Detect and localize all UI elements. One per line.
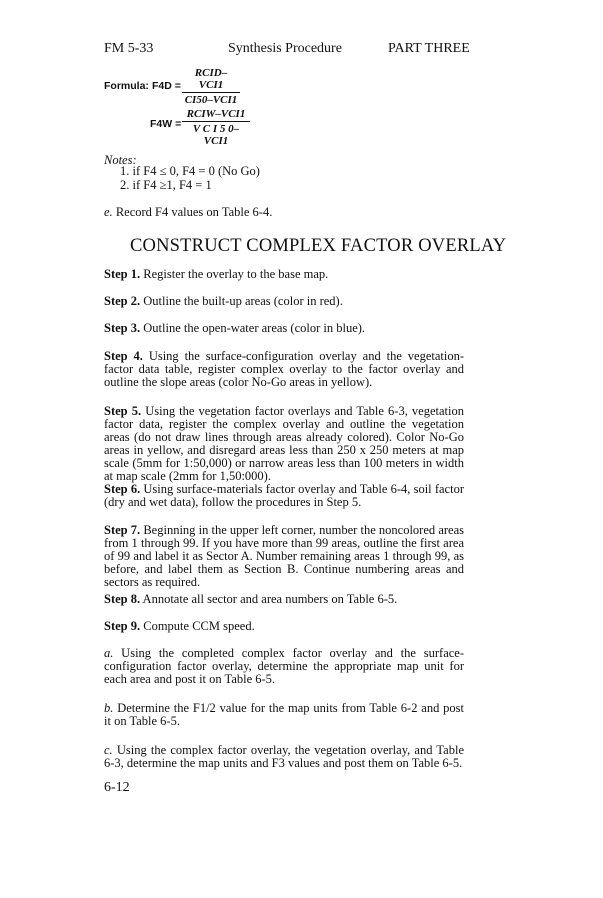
header-part: PART THREE (388, 41, 470, 56)
f4w-denominator: V C I 5 0–VCI1 (192, 123, 240, 147)
formula-label: Formula: (104, 80, 149, 92)
step-text: Using the surface-configuration overlay and the vegetation-factor data table, register complex overlay to the factor overlay and outline the slope areas (color No-Go areas in yellow). (104, 349, 464, 389)
step-text: Using surface-materials factor overlay and Table 6-4, soil factor (dry and wet data), follow the procedures in Step 5. (104, 482, 464, 509)
paragraph-e (104, 205, 272, 220)
step-text: Register the overlay to the base map. (140, 267, 329, 281)
step-label: Step 9. (104, 619, 141, 633)
step-5 (104, 405, 464, 483)
step-text: Annotate all sector and area numbers on Table 6-5. (140, 592, 398, 606)
step-3 (104, 322, 464, 335)
f4d-label: F4D = (152, 80, 181, 92)
header-manual-number: FM 5-33 (104, 41, 154, 56)
step-8 (104, 593, 464, 606)
substep-letter: b. (104, 701, 114, 715)
header-chapter-title: Synthesis Procedure (228, 41, 342, 56)
step-text: Compute CCM speed. (140, 619, 255, 633)
step-label: Step 6. (104, 482, 141, 496)
step-4 (104, 350, 464, 389)
substep-b (104, 702, 464, 728)
step-label: Step 8. (104, 592, 141, 606)
step-6 (104, 483, 464, 509)
substep-text: Using the completed complex factor overlay and the surface-configuration factor overlay, determine the appropriate map unit for each area and post it on Table 6-5. (104, 646, 464, 686)
substep-c (104, 744, 464, 770)
substep-letter: c. (104, 743, 113, 757)
page-number: 6-12 (104, 780, 130, 795)
note-item: 2. if F4 ≥1, F4 = 1 (120, 178, 212, 192)
step-1 (104, 268, 464, 281)
step-label: Step 4. (104, 349, 143, 363)
step-label: Step 7. (104, 523, 141, 537)
f4w-fraction (182, 108, 250, 147)
step-7 (104, 524, 464, 589)
step-text: Using the vegetation factor overlays and Table 6-3, vegetation factor data, register the complex overlay and outline the vegetation areas (do not draw lines through areas already colored). Color No-Go areas in yellow, and disregard areas less than 250 x 250 meters at map scale (5mm for 1:50,000) or narrow areas less than 100 meters in width at map scale (2mm for 1,50:000). (104, 404, 464, 483)
step-label: Step 1. (104, 267, 141, 281)
step-label: Step 3. (104, 321, 141, 335)
paragraph-e-text: Record F4 values on Table 6-4. (112, 205, 273, 219)
paragraph-e-letter: e. (104, 205, 113, 219)
step-2 (104, 295, 464, 308)
f4w-label: F4W = (150, 118, 182, 130)
section-title: CONSTRUCT COMPLEX FACTOR OVERLAY (130, 236, 507, 256)
step-label: Step 5. (104, 404, 142, 418)
f4d-fraction (182, 67, 240, 106)
substep-letter: a. (104, 646, 114, 660)
note-item: 1. if F4 ≤ 0, F4 = 0 (No Go) (120, 164, 260, 178)
step-label: Step 2. (104, 294, 141, 308)
step-text: Beginning in the upper left corner, number the noncolored areas from 1 through 99. If you have more than 99 areas, outline the first area of 99 and label it as Sector A. Number remaining areas 1 through 99, as before, and label them as Section B. Continue numbering areas and sectors as required. (104, 523, 464, 589)
step-text: Outline the open-water areas (color in blue). (140, 321, 366, 335)
f4w-numerator: RCIW–VCI1 (182, 108, 250, 122)
substep-a (104, 647, 464, 686)
step-text: Outline the built-up areas (color in red). (140, 294, 343, 308)
substep-text: Using the complex factor overlay, the vegetation overlay, and Table 6-3, determine the map units and F3 values and post them on Table 6-5. (104, 743, 464, 770)
substep-text: Determine the F1/2 value for the map units from Table 6-2 and post it on Table 6-5. (104, 701, 464, 728)
f4d-numerator: RCID–VCI1 (182, 67, 240, 93)
f4d-denominator: CI50–VCI1 (184, 94, 238, 106)
notes-title: Notes: (104, 153, 137, 167)
step-9 (104, 620, 464, 633)
